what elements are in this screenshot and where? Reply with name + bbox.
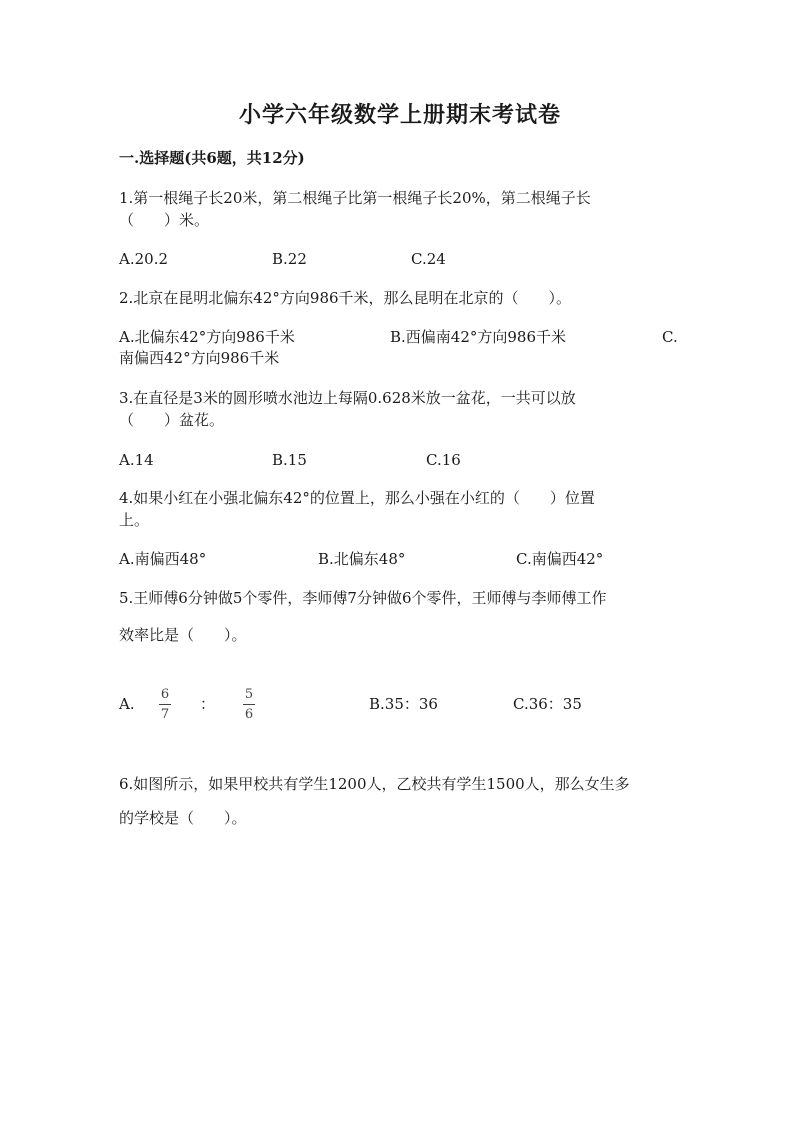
question-4-option-b: B.北偏东48° — [318, 550, 406, 568]
question-1-option-c: C.24 — [411, 250, 446, 268]
question-6-text-line-2: 的学校是（ ）。 — [119, 809, 247, 827]
question-3-text-line-2: （ ）盆花。 — [119, 411, 225, 429]
question-2-option-c: C. — [662, 328, 678, 346]
question-5-option-c: C.36：35 — [513, 695, 582, 713]
question-4-option-a: A.南偏西48° — [119, 550, 207, 568]
question-2-option-a: A.北偏东42°方向986千米 — [119, 328, 295, 346]
question-5-ratio-colon: ： — [200, 695, 216, 713]
question-1-text-line-1: 1.第一根绳子长20米，第二根绳子比第一根绳子长20%，第二根绳子长 — [119, 189, 591, 207]
fraction-2-bar — [243, 704, 255, 705]
question-4-text-line-1: 4.如果小红在小强北偏东42°的位置上，那么小强在小红的（ ）位置 — [119, 489, 595, 507]
fraction-1-numerator: 6 — [160, 687, 170, 702]
fraction-1-bar — [159, 704, 171, 705]
question-4-text-line-2: 上。 — [119, 511, 150, 529]
question-6-text-line-1: 6.如图所示，如果甲校共有学生1200人，乙校共有学生1500人，那么女生多 — [119, 775, 630, 793]
question-2-option-c-continued: 南偏西42°方向986千米 — [119, 349, 280, 367]
fraction-2-numerator: 5 — [244, 687, 254, 702]
question-5-text-line-2: 效率比是（ ）。 — [119, 626, 247, 644]
question-5-fraction-2 — [243, 687, 255, 722]
question-3-option-c: C.16 — [426, 451, 461, 469]
question-2-text-line-1: 2.北京在昆明北偏东42°方向986千米，那么昆明在北京的（ ）。 — [119, 289, 572, 307]
fraction-1-denominator: 7 — [160, 707, 170, 722]
question-1-option-a: A.20.2 — [119, 250, 168, 268]
question-5-option-b: B.35：36 — [369, 695, 438, 713]
question-4-option-c: C.南偏西42° — [516, 550, 604, 568]
question-5-text-line-1: 5.王师傅6分钟做5个零件，李师傅7分钟做6个零件，王师傅与李师傅工作 — [119, 589, 607, 607]
question-3-option-b: B.15 — [272, 451, 307, 469]
question-1-text-line-2: （ ）米。 — [119, 211, 210, 229]
question-5-option-a-label: A. — [119, 695, 135, 713]
question-3-text-line-1: 3.在直径是3米的圆形喷水池边上每隔0.628米放一盆花，一共可以放 — [119, 389, 576, 407]
question-3-option-a: A.14 — [119, 451, 154, 469]
question-2-option-b: B.西偏南42°方向986千米 — [390, 328, 567, 346]
question-1-option-b: B.22 — [272, 250, 307, 268]
page-title: 小学六年级数学上册期末考试卷 — [238, 102, 561, 128]
question-5-fraction-1 — [159, 687, 171, 722]
section-heading: 一.选择题(共6题，共12分) — [119, 149, 305, 167]
fraction-2-denominator: 6 — [244, 707, 254, 722]
